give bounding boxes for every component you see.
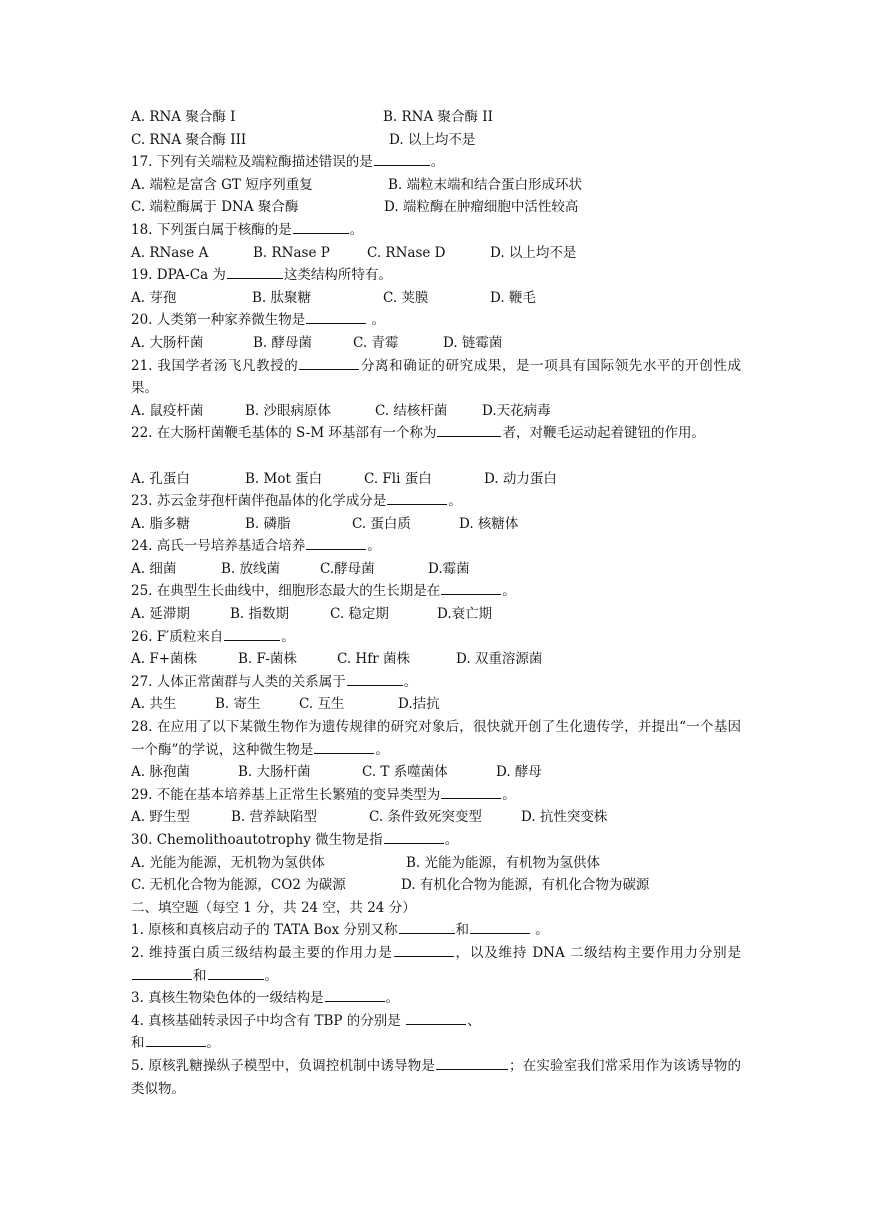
q18-options	[131, 242, 741, 265]
question-17-text: 17. 下列有关端粒及端粒酶描述错误的是	[131, 154, 373, 171]
question-18-text: 18. 下列蛋白属于核酶的是	[131, 221, 292, 238]
section-heading-fill-in: 二、填空题（每空 1 分，共 24 空，共 24 分）	[131, 899, 416, 916]
answer-blank[interactable]	[387, 490, 447, 505]
q25-option-d: D.衰亡期	[437, 606, 493, 623]
q30-option-b: B. 光能为能源，有机物为氢供体	[406, 854, 601, 871]
q20-option-a: A. 大肠杆菌	[131, 334, 204, 351]
q19-option-d: D. 鞭毛	[490, 289, 536, 306]
q16-options-row1	[131, 106, 741, 129]
question-20-text: 20. 人类第一种家养微生物是	[131, 312, 306, 329]
q22-option-c: C. Fli 蛋白	[364, 470, 432, 487]
question-18	[131, 219, 741, 242]
answer-blank[interactable]	[146, 1032, 206, 1047]
question-25-text: 25. 在典型生长曲线中，细胞形态最大的生长期是在	[131, 583, 441, 600]
fill-question-4-line2	[131, 1032, 741, 1055]
q28-option-d: D. 酵母	[496, 764, 542, 781]
answer-blank[interactable]	[325, 987, 385, 1002]
q26-option-d: D. 双重溶源菌	[456, 651, 543, 668]
answer-blank[interactable]	[293, 219, 349, 234]
q25-option-b: B. 指数期	[230, 606, 290, 623]
q16-option-d: D. 以上均不是	[389, 131, 476, 148]
q21-option-c: C. 结核杆菌	[375, 402, 448, 419]
answer-blank[interactable]	[374, 151, 430, 166]
q23-option-d: D. 核糖体	[459, 515, 519, 532]
question-29-text: 29. 不能在基本培养基上正常生长繁殖的变异类型为	[131, 786, 441, 803]
q18-option-b: B. RNase P	[253, 244, 330, 261]
question-22-end: 者，对鞭毛运动起着键钮的作用。	[502, 425, 705, 442]
q19-options	[131, 287, 741, 310]
answer-blank[interactable]	[406, 1010, 466, 1025]
fill-question-1-and: 和	[455, 922, 469, 939]
fill-question-4-end: 。	[206, 1035, 220, 1052]
q28-option-c: C. T 系噬菌体	[362, 764, 448, 781]
q20-options	[131, 332, 741, 355]
question-26	[131, 626, 741, 649]
q30-option-d: D. 有机化合物为能源，有机化合物为碳源	[401, 877, 650, 894]
q17-option-a: A. 端粒是富含 GT 短序列重复	[131, 176, 313, 193]
q25-option-c: C. 稳定期	[330, 606, 389, 623]
question-20-end: 。	[367, 312, 386, 329]
question-23-text: 23. 苏云金芽孢杆菌伴孢晶体的化学成分是	[131, 493, 387, 510]
exam-page	[131, 106, 741, 1100]
q29-option-b: B. 营养缺陷型	[231, 809, 318, 826]
question-27	[131, 671, 741, 694]
q29-option-a: A. 野生型	[131, 809, 190, 826]
q16-option-b: B. RNA 聚合酶 II	[383, 109, 493, 125]
answer-blank[interactable]	[208, 965, 264, 980]
q23-option-c: C. 蛋白质	[352, 515, 411, 532]
fill-question-1-text: 1. 原核和真核启动子的 TATA Box 分别又称	[131, 922, 398, 939]
answer-blank[interactable]	[347, 671, 403, 686]
question-21	[131, 355, 741, 400]
fill-question-2-mid: ，以及维持 DNA 二级结构主要作用力分别是	[454, 944, 742, 961]
q30-option-c: C. 无机化合物为能源，CO2 为碳源	[131, 877, 346, 894]
question-29	[131, 784, 741, 807]
q24-option-c: C.酵母菌	[320, 560, 375, 577]
question-21-text: 21. 我国学者汤飞凡教授的	[131, 357, 299, 374]
q30-options-row1	[131, 852, 741, 875]
question-24	[131, 535, 741, 558]
answer-blank[interactable]	[436, 1055, 508, 1070]
fill-question-2-end: 。	[264, 967, 278, 984]
q25-option-a: A. 延滞期	[131, 606, 190, 623]
answer-blank[interactable]	[437, 422, 501, 437]
q18-option-a: A. RNase A	[131, 244, 209, 261]
fill-question-1-end: 。	[531, 922, 549, 939]
fill-question-4-text: 4. 真核基础转录因子中均含有 TBP 的分别是	[131, 1012, 406, 1029]
question-30-text: 30. Chemolithoautotrophy 微生物是指	[131, 832, 383, 848]
question-30	[131, 829, 741, 852]
question-17	[131, 151, 741, 174]
question-30-end: 。	[444, 832, 459, 848]
q17-option-d: D. 端粒酶在肿瘤细胞中活性较高	[384, 199, 579, 216]
question-19-end: 这类结构所特有。	[283, 267, 392, 284]
q23-options	[131, 513, 741, 536]
q27-option-a: A. 共生	[131, 696, 177, 713]
q18-option-c: C. RNase D	[367, 244, 446, 261]
answer-blank[interactable]	[399, 919, 455, 934]
q25-options	[131, 603, 741, 626]
question-28-end: 。	[375, 741, 389, 758]
q21-options	[131, 400, 741, 423]
question-18-end: 。	[349, 221, 364, 238]
q23-option-a: A. 脂多糖	[131, 515, 190, 532]
answer-blank[interactable]	[299, 355, 359, 370]
question-29-end: 。	[502, 786, 516, 803]
fill-question-3-end: 。	[385, 990, 400, 1007]
fill-question-4-and: 和	[131, 1035, 145, 1052]
q17-options-row1	[131, 174, 741, 197]
q19-option-a: A. 芽孢	[131, 289, 177, 306]
q24-option-a: A. 细菌	[131, 560, 177, 577]
q26-option-a: A. F+菌株	[131, 651, 198, 668]
question-26-text: 26. F′质粒来自	[131, 628, 224, 645]
q29-option-d: D. 抗性突变株	[521, 809, 608, 826]
answer-blank[interactable]	[224, 626, 280, 641]
q21-option-b: B. 沙眼病原体	[245, 402, 332, 419]
question-23-end: 。	[448, 493, 462, 510]
question-26-end: 。	[281, 628, 295, 645]
q20-option-b: B. 酵母菌	[253, 334, 313, 351]
answer-blank[interactable]	[132, 965, 192, 980]
q27-option-b: B. 寄生	[215, 696, 261, 713]
fill-question-5	[131, 1055, 741, 1100]
q23-option-b: B. 磷脂	[245, 515, 291, 532]
fill-question-5-end: ；在实验室我们常采用作为该诱导物的类似物。	[131, 1057, 742, 1097]
q30-options-row2	[131, 874, 741, 897]
q20-option-d: D. 链霉菌	[443, 334, 503, 351]
question-24-text: 24. 高氏一号培养基适合培养	[131, 538, 306, 555]
answer-blank[interactable]	[394, 942, 454, 957]
question-20	[131, 309, 741, 332]
q24-options	[131, 558, 741, 581]
question-25	[131, 580, 741, 603]
q22-option-b: B. Mot 蛋白	[245, 470, 323, 487]
question-19-text: 19. DPA-Ca 为	[131, 267, 226, 284]
question-21-end: 分离和确证的研究成果，是一项具有国际领先水平的开创性成果。	[131, 357, 741, 397]
q26-option-c: C. Hfr 菌株	[337, 651, 410, 668]
question-28-text: 28. 在应用了以下某微生物作为遗传规律的研究对象后，很快就开创了生化遗传学，并提出“一个基因一个酶”的学说，这种微生物是	[131, 719, 741, 758]
answer-blank[interactable]	[306, 535, 366, 550]
q16-option-c: C. RNA 聚合酶 III	[131, 131, 247, 148]
q24-option-d: D.霉菌	[428, 560, 470, 577]
q17-option-c: C. 端粒酶属于 DNA 聚合酶	[131, 199, 299, 216]
q22-options	[131, 468, 741, 491]
answer-blank[interactable]	[384, 829, 444, 844]
q29-options	[131, 806, 741, 829]
answer-blank[interactable]	[441, 784, 501, 799]
question-27-end: 。	[403, 673, 418, 690]
q19-option-b: B. 肽聚糖	[252, 289, 312, 306]
answer-blank[interactable]	[314, 739, 374, 754]
q21-option-a: A. 鼠疫杆菌	[131, 402, 204, 419]
q27-option-c: C. 互生	[299, 696, 345, 713]
fill-question-1	[131, 919, 741, 942]
q26-option-b: B. F-菌株	[238, 651, 297, 668]
q28-option-a: A. 脉孢菌	[131, 764, 190, 781]
fill-question-3-text: 3. 真核生物染色体的一级结构是	[131, 990, 324, 1007]
fill-question-2	[131, 942, 741, 987]
answer-blank[interactable]	[470, 919, 530, 934]
question-17-end: 。	[430, 154, 445, 171]
q16-options-row2	[131, 129, 741, 152]
fill-question-4-sep: 、	[467, 1012, 481, 1029]
q21-option-d: D.天花病毒	[482, 402, 551, 419]
q22-option-a: A. 孔蛋白	[131, 470, 190, 487]
q28-option-b: B. 大肠杆菌	[238, 764, 311, 781]
q27-options	[131, 693, 741, 716]
question-22	[131, 422, 741, 467]
q26-options	[131, 648, 741, 671]
fill-question-5-text: 5. 原核乳糖操纵子模型中，负调控机制中诱导物是	[131, 1057, 436, 1074]
q30-option-a: A. 光能为能源，无机物为氢供体	[131, 854, 325, 871]
question-24-end: 。	[367, 538, 381, 555]
q17-option-b: B. 端粒末端和结合蛋白形成环状	[388, 176, 583, 193]
q19-option-c: C. 荚膜	[383, 289, 429, 306]
answer-blank[interactable]	[306, 309, 366, 324]
answer-blank[interactable]	[441, 580, 501, 595]
question-23	[131, 490, 741, 513]
q18-option-d: D. 以上均不是	[490, 244, 577, 261]
question-25-end: 。	[502, 583, 516, 600]
q16-option-a: A. RNA 聚合酶 I	[131, 109, 236, 125]
q27-option-d: D.拮抗	[398, 696, 440, 713]
question-22-text: 22. 在大肠杆菌鞭毛基体的 S-M 环基部有一个称为	[131, 425, 437, 442]
q17-options-row2	[131, 196, 741, 219]
fill-question-2-text: 2. 维持蛋白质三级结构最主要的作用力是	[131, 944, 393, 961]
fill-question-2-and: 和	[193, 967, 207, 984]
fill-question-3	[131, 987, 741, 1010]
q29-option-c: C. 条件致死突变型	[369, 809, 482, 826]
fill-question-4-line1	[131, 1010, 741, 1033]
answer-blank[interactable]	[227, 264, 283, 279]
question-27-text: 27. 人体正常菌群与人类的关系属于	[131, 673, 346, 690]
question-19	[131, 264, 741, 287]
question-28	[131, 716, 741, 761]
q22-option-d: D. 动力蛋白	[484, 470, 557, 487]
q20-option-c: C. 青霉	[353, 334, 399, 351]
q28-options	[131, 761, 741, 784]
q24-option-b: B. 放线菌	[221, 560, 281, 577]
